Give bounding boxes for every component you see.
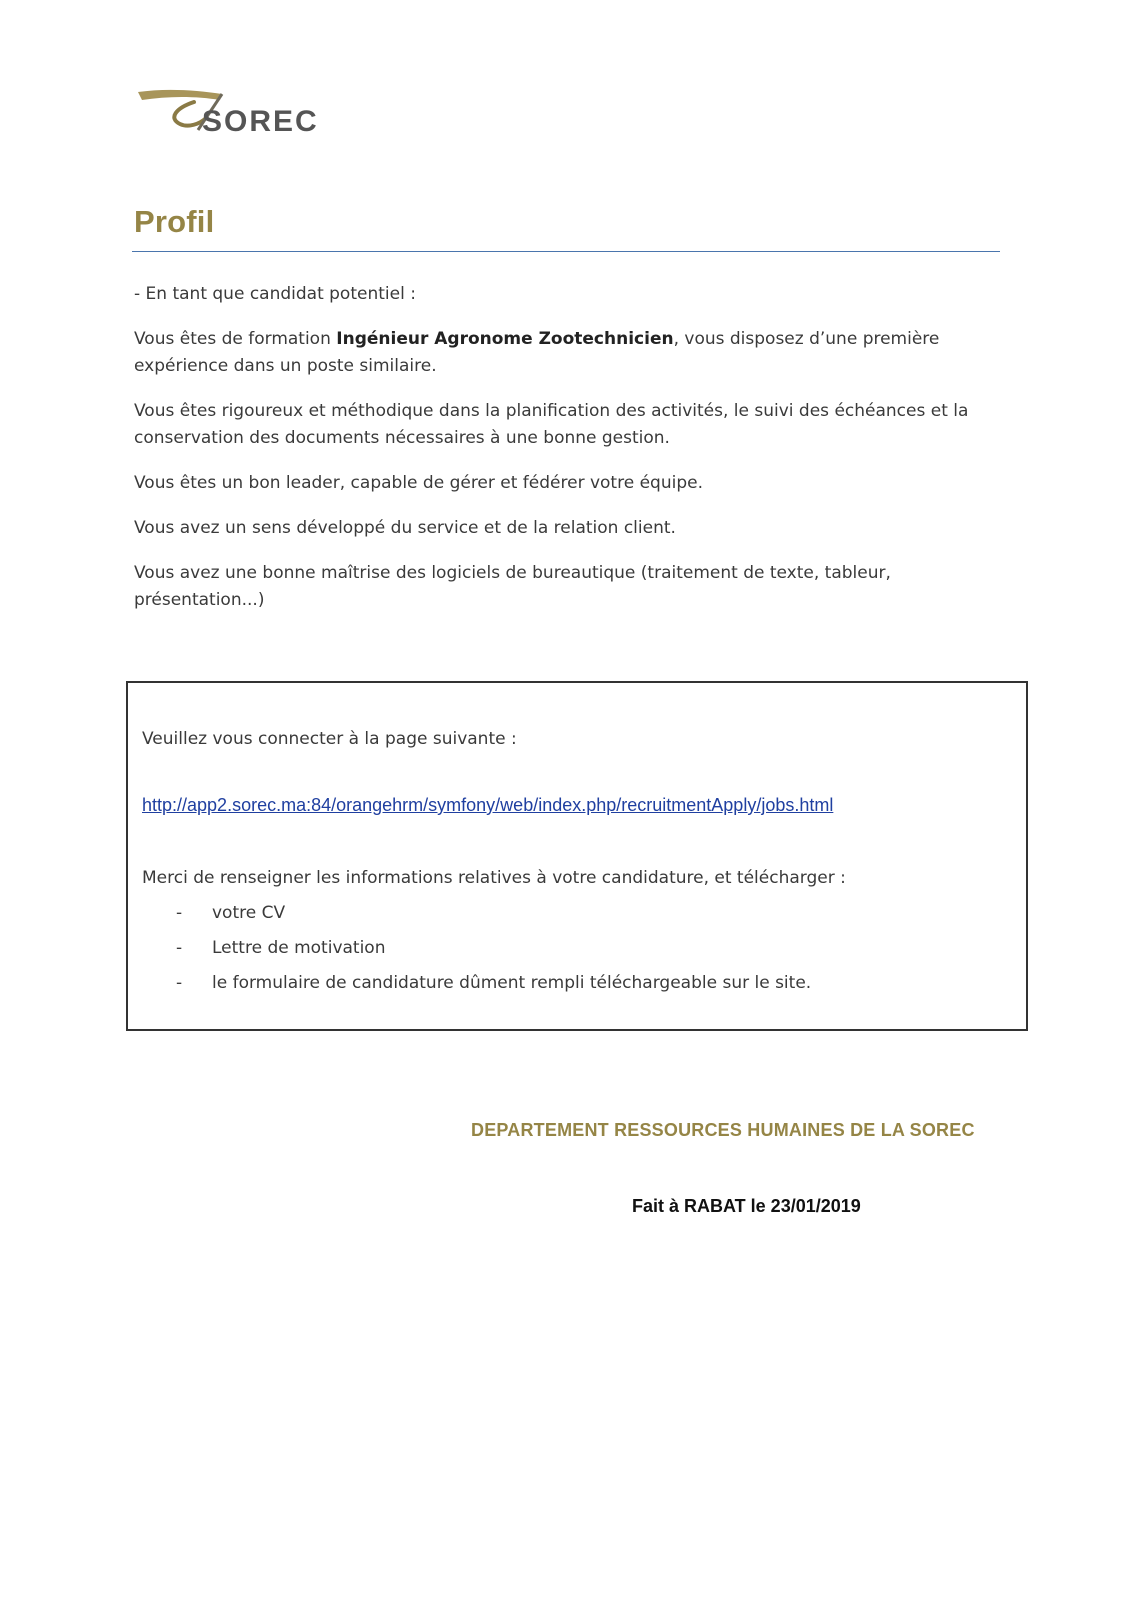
sorec-logo xyxy=(136,84,376,146)
list-bullet: - xyxy=(176,973,183,993)
signature-date: Fait à RABAT le 23/01/2019 xyxy=(632,1196,861,1216)
section-title-profil: Profil xyxy=(134,204,215,239)
logo-wordmark: SOREC xyxy=(202,105,319,138)
application-box xyxy=(126,681,1028,1031)
profile-paragraph: Vous avez une bonne maîtrise des logiciels de bureautique (traitement de texte, tableur, présentation...) xyxy=(134,563,891,610)
document-list xyxy=(176,901,811,1006)
profile-paragraph: Vous êtes un bon leader, capable de gérer et fédérer votre équipe. xyxy=(134,473,703,493)
education-suffix: , vous disposez d’une première expérience dans un poste similaire. xyxy=(134,329,940,376)
profile-paragraph: Vous êtes rigoureux et méthodique dans la planification des activités, le suivi des échéances et la conservation des documents nécessaires à une bonne gestion. xyxy=(134,401,969,448)
list-item-text: le formulaire de candidature dûment rempli téléchargeable sur le site. xyxy=(212,973,812,993)
sorec-horse-swoosh-icon xyxy=(136,84,376,146)
list-bullet: - xyxy=(176,903,183,923)
profile-intro: - En tant que candidat potentiel : xyxy=(134,284,416,304)
list-item xyxy=(176,936,811,971)
list-item xyxy=(176,901,811,936)
application-instructions: Merci de renseigner les informations relatives à votre candidature, et télécharger : xyxy=(142,868,846,888)
list-item-text: Lettre de motivation xyxy=(212,938,386,958)
department-name: DEPARTEMENT RESSOURCES HUMAINES DE LA SOREC xyxy=(471,1120,975,1140)
list-bullet: - xyxy=(176,938,183,958)
title-divider xyxy=(132,251,1000,252)
profile-section xyxy=(134,281,994,632)
list-item-text: votre CV xyxy=(212,903,286,923)
application-link[interactable]: http://app2.sorec.ma:84/orangehrm/symfony/web/index.php/recruitmentApply/jobs.html xyxy=(142,795,834,815)
application-intro: Veuillez vous connecter à la page suivante : xyxy=(142,729,517,749)
education-prefix: Vous êtes de formation xyxy=(134,329,337,349)
profile-paragraph: Vous avez un sens développé du service et de la relation client. xyxy=(134,518,676,538)
profile-education xyxy=(134,326,994,380)
education-degree: Ingénieur Agronome Zootechnicien xyxy=(336,329,674,349)
list-item xyxy=(176,971,811,1006)
